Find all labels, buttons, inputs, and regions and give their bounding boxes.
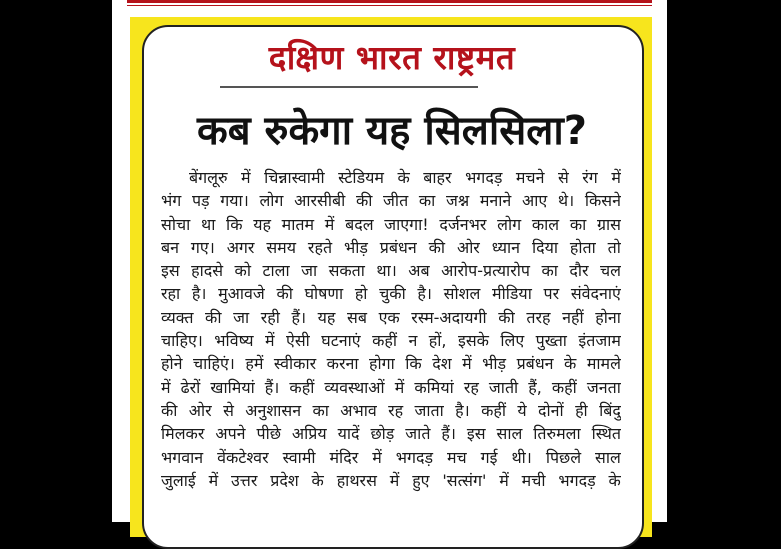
body-word: किसने xyxy=(584,191,621,211)
body-word: जीत xyxy=(383,191,409,211)
body-line xyxy=(161,399,621,422)
body-word: में xyxy=(394,377,405,397)
body-word: हाथरस xyxy=(336,470,377,490)
body-word: की xyxy=(205,307,222,327)
body-word: मीडिया xyxy=(492,284,532,304)
body-word: कहीं xyxy=(372,331,398,351)
body-word: बदल xyxy=(345,214,374,234)
body-word: है। xyxy=(455,400,470,420)
body-word: ध्यान xyxy=(491,237,521,257)
body-word: संवेदनाएं xyxy=(570,284,621,304)
body-word: होता xyxy=(569,237,596,257)
body-word: के xyxy=(397,168,410,187)
body-word: के xyxy=(564,354,577,374)
body-word: रही xyxy=(260,307,280,327)
body-word: भीड़ xyxy=(482,354,507,374)
body-word: है। xyxy=(191,284,207,304)
body-line xyxy=(161,446,621,469)
body-word: जा xyxy=(301,261,318,281)
body-word: तरह xyxy=(526,307,551,327)
body-word: बिंदु xyxy=(599,400,621,420)
body-word: सोशल xyxy=(443,284,481,304)
body-word: करना xyxy=(326,354,359,374)
body-word: मच xyxy=(446,447,467,467)
body-word: काल xyxy=(531,214,560,234)
body-word: नहीं xyxy=(562,307,584,327)
body-word: आरसीबी xyxy=(294,191,346,211)
body-word: सब xyxy=(347,307,367,327)
body-line xyxy=(161,306,621,329)
body-word: में xyxy=(389,470,400,490)
body-line xyxy=(161,282,621,305)
body-line xyxy=(161,166,621,189)
body-line xyxy=(161,376,621,399)
body-word: अब xyxy=(408,261,430,281)
body-word: गए। xyxy=(190,237,215,257)
body-word: प्रबंधन xyxy=(516,354,554,374)
body-word: मनाने xyxy=(479,191,512,211)
body-word: तिरुमला xyxy=(533,424,581,444)
body-word: अपने xyxy=(215,424,246,444)
body-word: चाहिएं। xyxy=(193,354,235,374)
body-word: खामियां xyxy=(210,377,255,397)
body-word: जाएगा! xyxy=(384,214,429,234)
body-word: की xyxy=(428,237,446,257)
body-word: में xyxy=(499,470,509,490)
body-line xyxy=(161,236,621,259)
body-word: हो xyxy=(354,284,368,304)
body-word: था xyxy=(200,214,216,234)
body-word: कहीं xyxy=(481,400,507,420)
body-word: व्यक्त xyxy=(161,307,194,327)
body-word: लोग xyxy=(497,214,522,234)
body-word: बन xyxy=(161,237,180,257)
body-word: में xyxy=(324,214,335,234)
body-word: कि xyxy=(226,214,243,234)
body-word: घोषणा xyxy=(304,284,344,304)
body-word: न xyxy=(408,331,418,351)
body-word: हैं, xyxy=(528,377,542,397)
body-word: में xyxy=(264,331,275,351)
body-word: स्थित xyxy=(591,424,621,444)
body-word: मुआवजे xyxy=(218,284,265,304)
body-word: अगर xyxy=(226,237,255,257)
masthead-title: दक्षिण भारत राष्ट्रमत xyxy=(268,38,516,77)
body-word: हमें xyxy=(245,354,264,374)
body-word: होना xyxy=(595,307,621,327)
body-word: ढेरों xyxy=(180,377,201,397)
body-word: अभाव xyxy=(340,400,377,420)
body-word: भविष्य xyxy=(214,331,254,351)
body-word: ओर xyxy=(188,400,212,420)
body-word: जाती xyxy=(488,377,519,397)
body-word: आए xyxy=(521,191,548,211)
top-border-thin-rule xyxy=(127,5,652,6)
body-word: दोनों xyxy=(538,400,564,420)
body-word: मिलकर xyxy=(161,424,205,444)
body-word: पीछे xyxy=(256,424,281,444)
body-word: तो xyxy=(607,237,621,257)
body-line xyxy=(161,352,621,375)
body-word: रह xyxy=(463,377,479,397)
body-word: एक xyxy=(378,307,400,327)
body-word: भीड़ xyxy=(343,237,368,257)
body-word: साल xyxy=(496,424,523,444)
body-word: साल xyxy=(595,447,621,467)
body-word: मचने xyxy=(515,168,545,187)
body-word: थी। xyxy=(511,447,532,467)
body-word: जा xyxy=(233,307,250,327)
body-word: जाते xyxy=(405,424,431,444)
body-word: बाहर xyxy=(423,168,452,187)
body-line xyxy=(161,329,621,352)
body-line xyxy=(161,469,621,492)
body-word: होगा xyxy=(369,354,395,374)
body-word: यह xyxy=(317,307,336,327)
body-word: में xyxy=(161,377,171,397)
body-word: में xyxy=(462,354,472,374)
body-word: यह xyxy=(253,214,271,234)
body-word: हैं। xyxy=(264,377,280,397)
body-word: वेंकटेश्वर xyxy=(217,447,269,467)
body-word: होने xyxy=(161,354,183,374)
body-word: सकता xyxy=(328,261,365,281)
body-word: जुलाई xyxy=(161,470,196,490)
editorial-body xyxy=(161,166,621,492)
body-word: दौर xyxy=(569,261,589,281)
body-word: की xyxy=(161,400,178,420)
body-word: ओर xyxy=(456,237,480,257)
body-word: स्वामी xyxy=(282,447,316,467)
body-word: ऐसी xyxy=(286,331,310,351)
body-word: यादें xyxy=(337,424,360,444)
body-word: से xyxy=(557,168,569,187)
body-word: भगदड़ xyxy=(395,447,434,467)
body-word: मची xyxy=(521,470,546,490)
body-word: इस xyxy=(466,424,486,444)
body-line xyxy=(161,189,621,212)
body-word: इसके xyxy=(457,331,489,351)
body-word: हुए xyxy=(412,470,430,490)
body-line xyxy=(161,422,621,445)
body-word: इंतजाम xyxy=(578,331,621,351)
body-word: चाहिए। xyxy=(161,331,203,351)
body-word: ही xyxy=(575,400,588,420)
body-word: मंदिर xyxy=(329,447,359,467)
body-word: हादसे xyxy=(191,261,224,281)
body-word: अनुशासन xyxy=(245,400,302,420)
body-word: घटनाएं xyxy=(321,331,361,351)
body-word: स्टेडियम xyxy=(338,168,384,187)
body-word: में xyxy=(611,168,621,187)
body-word: सोचा xyxy=(161,214,191,234)
body-word: चिन्नास्वामी xyxy=(264,168,325,187)
body-word: की xyxy=(498,307,515,327)
body-word: का xyxy=(418,191,436,211)
body-line xyxy=(161,259,621,282)
body-word: प्रदेश xyxy=(270,470,299,490)
body-word: के xyxy=(608,470,621,490)
body-word: पिछले xyxy=(545,447,582,467)
body-word: इस xyxy=(161,261,180,281)
body-line xyxy=(161,213,621,236)
body-word: लोग xyxy=(259,191,284,211)
body-word: चुकी xyxy=(379,284,406,304)
body-word: टाला xyxy=(262,261,290,281)
body-word: 'सत्संग' xyxy=(442,470,487,490)
body-word: की xyxy=(276,284,293,304)
body-word: पर xyxy=(543,284,560,304)
body-word: था। xyxy=(376,261,397,281)
editorial-headline: कब रुकेगा यह सिलसिला? xyxy=(197,108,587,154)
body-word: लिए xyxy=(500,331,525,351)
body-word: ये xyxy=(517,400,527,420)
body-word: है। xyxy=(417,284,432,304)
body-word: में xyxy=(208,470,219,490)
body-word: कहीं xyxy=(289,377,315,397)
body-word: जाता xyxy=(414,400,444,420)
body-word: गया। xyxy=(220,191,249,211)
body-word: के xyxy=(311,470,324,490)
body-word: रस्म-अदायगी xyxy=(411,307,487,327)
body-word: की xyxy=(355,191,373,211)
body-word: बेंगलूरु xyxy=(189,168,228,187)
body-word: मातम xyxy=(281,214,315,234)
body-word: देश xyxy=(432,354,452,374)
body-word: दर्जनभर xyxy=(439,214,487,234)
body-word: से xyxy=(223,400,234,420)
body-word: कि xyxy=(405,354,422,374)
body-word: का xyxy=(569,214,587,234)
body-word: भगदड़ xyxy=(465,168,503,187)
body-word: हैं। xyxy=(441,424,456,444)
body-word: रहा xyxy=(161,284,181,304)
body-word: स्वीकार xyxy=(273,354,317,374)
body-word: जनता xyxy=(586,377,621,397)
body-word: प्रबंधन xyxy=(379,237,417,257)
body-word: भगवान xyxy=(161,447,204,467)
body-word: दिया xyxy=(531,237,559,257)
body-word: रह xyxy=(388,400,404,420)
top-border-rule xyxy=(127,0,652,3)
body-word: ग्रास xyxy=(596,214,621,234)
body-word: को xyxy=(234,261,251,281)
body-word: हों, xyxy=(428,331,447,351)
body-word: रहते xyxy=(307,237,333,257)
body-word: जश्न xyxy=(445,191,470,211)
body-word: में xyxy=(241,168,251,187)
body-word: व्यवस्थाओं xyxy=(324,377,385,397)
body-word: थे। xyxy=(557,191,575,211)
body-word: का xyxy=(541,261,558,281)
body-word: गई xyxy=(480,447,498,467)
masthead-divider xyxy=(220,86,478,88)
body-word: पुख्ता xyxy=(535,331,567,351)
body-word: कहीं xyxy=(551,377,577,397)
body-word: में xyxy=(372,447,382,467)
body-word: उत्तर xyxy=(231,470,258,490)
body-word: पड़ xyxy=(191,191,210,211)
body-word: कमियां xyxy=(414,377,454,397)
body-word: का xyxy=(312,400,329,420)
body-word: आरोप-प्रत्यारोप xyxy=(441,261,530,281)
body-word: समय xyxy=(266,237,297,257)
body-word: छोड़ xyxy=(370,424,395,444)
body-word: अप्रिय xyxy=(291,424,327,444)
body-word: हैं। xyxy=(291,307,307,327)
body-word: भगदड़ xyxy=(558,470,596,490)
body-word: रंग xyxy=(582,168,598,187)
body-word: मामले xyxy=(586,354,621,374)
body-word: भंग xyxy=(161,191,182,211)
body-word: चल xyxy=(599,261,621,281)
